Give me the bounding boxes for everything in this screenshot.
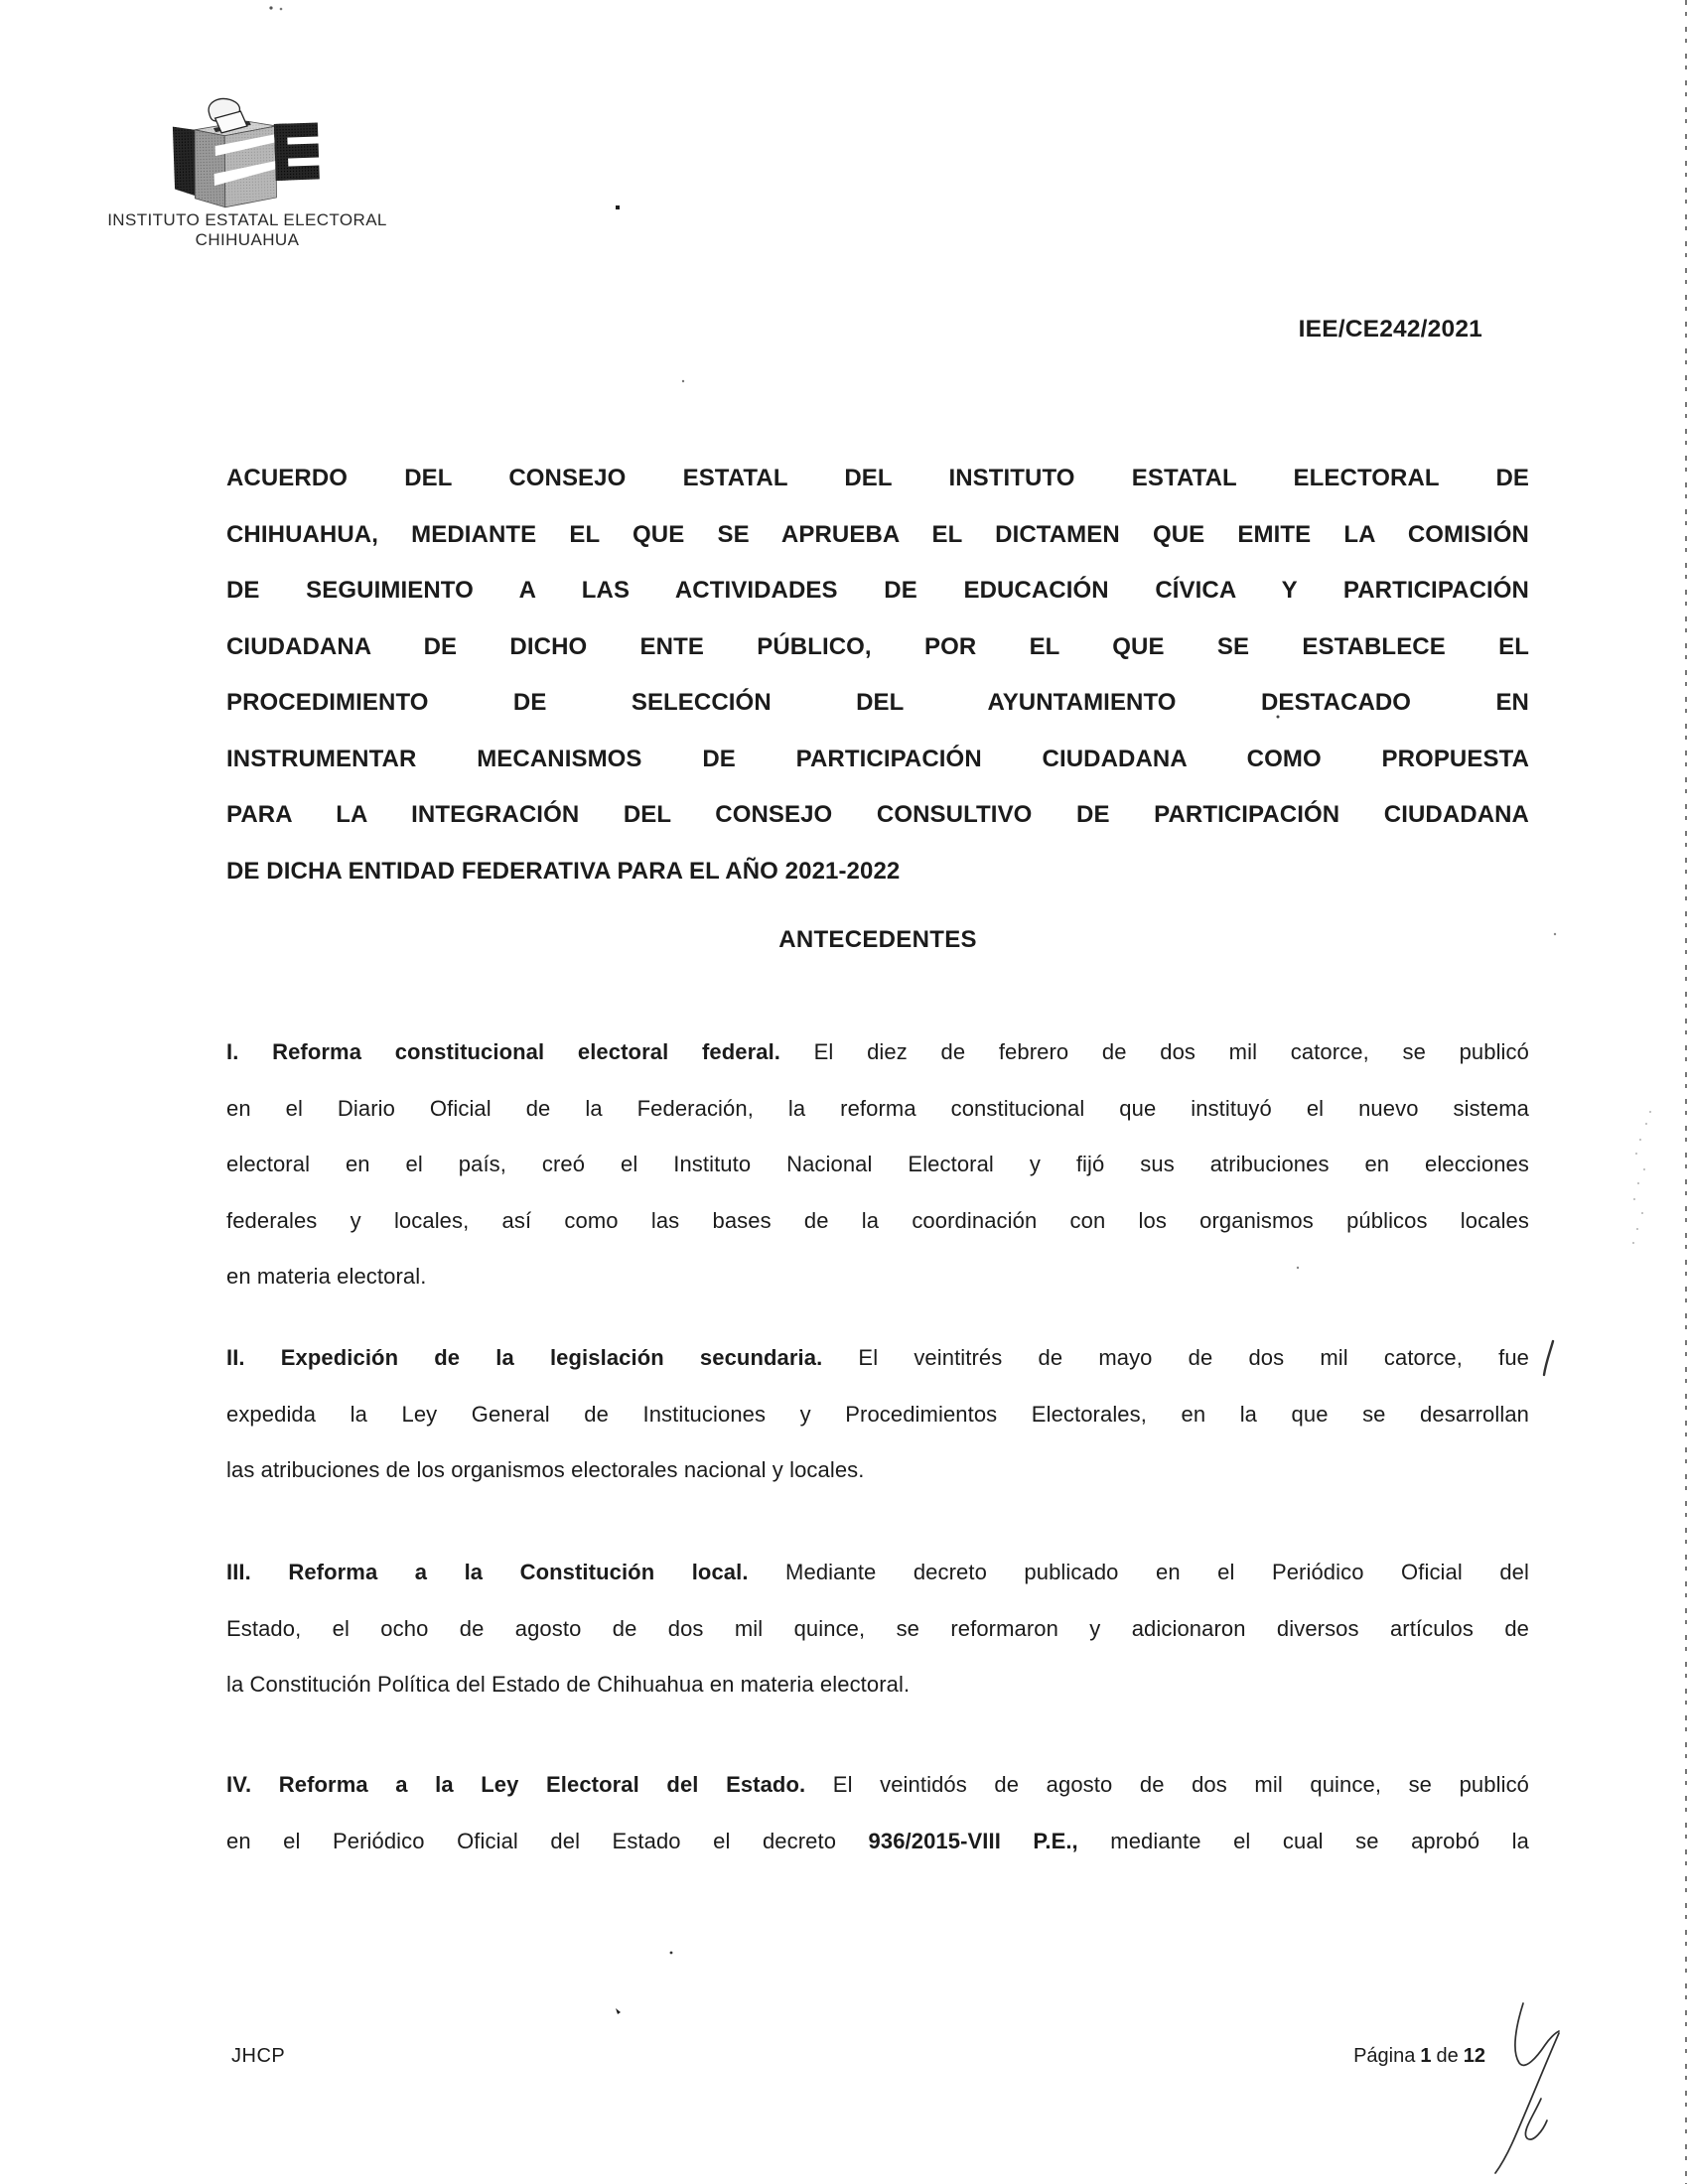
paragraph-line xyxy=(226,1249,1529,1305)
antecedentes-heading: ANTECEDENTES xyxy=(778,926,977,953)
line-text: Mediante decreto publicado en el Periódico Oficial del xyxy=(748,1560,1530,1584)
line-text: El veintitrés de mayo de dos mil catorce, fue xyxy=(822,1345,1529,1370)
org-name-line2: CHIHUAHUA xyxy=(195,230,300,249)
line-bold: II. Expedición de la legislación secundaria. xyxy=(226,1345,823,1370)
line-text: El diez de febrero de dos mil catorce, se publicó xyxy=(780,1039,1529,1064)
pen-slash-mark xyxy=(1544,1341,1553,1375)
line-text: El veintidós de agosto de dos mil quince, se publicó xyxy=(805,1772,1530,1797)
page-total: 12 xyxy=(1463,2045,1485,2067)
footer-page-indicator xyxy=(1353,2045,1485,2068)
paragraph-II xyxy=(226,1330,1529,1499)
title-line: INSTRUMENTAR MECANISMOS DE PARTICIPACIÓN CIUDADANA COMO PROPUESTA xyxy=(226,745,1529,772)
page-number: 1 xyxy=(1420,2045,1432,2067)
document-title xyxy=(226,451,1529,899)
line-bold: I. Reforma constitucional electoral federal. xyxy=(226,1039,780,1064)
page-word: Página xyxy=(1353,2045,1416,2067)
title-line: PARA LA INTEGRACIÓN DEL CONSEJO CONSULTIVO DE PARTICIPACIÓN CIUDADANA xyxy=(226,801,1529,828)
scan-speckles xyxy=(269,6,1651,2014)
title-line: CIUDADANA DE DICHO ENTE PÚBLICO, POR EL QUE SE ESTABLECE EL xyxy=(226,632,1529,660)
paragraph-I xyxy=(226,1024,1529,1305)
paragraph-line xyxy=(226,1024,1529,1081)
document-reference: IEE/CE242/2021 xyxy=(1298,316,1482,342)
signature-mark xyxy=(1495,2003,1559,2173)
line-text: en el Diario Oficial de la Federación, la reforma constitucional que instituyó el nuevo sistema xyxy=(226,1095,1529,1121)
paragraph-line xyxy=(226,1545,1529,1601)
line-text: federales y locales, así como las bases de la coordinación con los organismos públicos locales xyxy=(226,1207,1529,1233)
line-text: la Constitución Política del Estado de Chihuahua en materia electoral. xyxy=(226,1672,911,1697)
paragraph-line xyxy=(226,1387,1529,1443)
line-text: Estado, el ocho de agosto de dos mil quince, se reformaron y adicionaron diversos artículos de xyxy=(226,1615,1529,1641)
paragraph-line xyxy=(226,1081,1529,1138)
org-name-line1: INSTITUTO ESTATAL ELECTORAL xyxy=(107,210,387,229)
line-text: las atribuciones de los organismos electorales nacional y locales. xyxy=(226,1457,865,1482)
title-line: DE SEGUIMIENTO A LAS ACTIVIDADES DE EDUCACIÓN CÍVICA Y PARTICIPACIÓN xyxy=(226,577,1529,604)
title-line: PROCEDIMIENTO DE SELECCIÓN DEL AYUNTAMIENTO DESTACADO EN xyxy=(226,689,1529,716)
page-of-word: de xyxy=(1436,2045,1459,2067)
scan-edge-dotted-line xyxy=(1685,0,1687,2184)
title-line: DE DICHA ENTIDAD FEDERATIVA PARA EL AÑO 2021-2022 xyxy=(226,857,901,885)
paragraph-line xyxy=(226,1757,1529,1814)
footer-initials: JHCP xyxy=(231,2045,286,2067)
paragraph-IV xyxy=(226,1757,1529,1869)
paragraph-line xyxy=(226,1814,1529,1870)
paragraph-line xyxy=(226,1193,1529,1250)
paragraph-line xyxy=(226,1442,1529,1499)
line-bold: III. Reforma a la Constitución local. xyxy=(226,1560,749,1584)
paragraph-line xyxy=(226,1657,1529,1713)
paragraph-line xyxy=(226,1601,1529,1658)
paragraph-line xyxy=(226,1137,1529,1193)
line-bold: 936/2015-VIII P.E., xyxy=(868,1828,1078,1853)
line-bold: IV. Reforma a la Ley Electoral del Estado. xyxy=(226,1772,806,1797)
line-text: expedida la Ley General de Instituciones y Procedimientos Electorales, en la que se desarrollan xyxy=(226,1401,1529,1427)
line-text: mediante el cual se aprobó la xyxy=(1077,1828,1529,1853)
line-text: electoral en el país, creó el Instituto Nacional Electoral y fijó sus atribuciones en elecciones xyxy=(226,1152,1529,1176)
ballot-box-icon xyxy=(167,97,324,210)
line-text: en materia electoral. xyxy=(226,1264,427,1289)
iee-logo xyxy=(107,97,387,250)
paragraph-line xyxy=(226,1330,1529,1387)
title-line: CHIHUAHUA, MEDIANTE EL QUE SE APRUEBA EL DICTAMEN QUE EMITE LA COMISIÓN xyxy=(226,520,1529,548)
paragraph-III xyxy=(226,1545,1529,1713)
title-line: ACUERDO DEL CONSEJO ESTATAL DEL INSTITUTO ESTATAL ELECTORAL DE xyxy=(226,465,1529,491)
line-pre: en el Periódico Oficial del Estado el decreto xyxy=(226,1828,869,1853)
